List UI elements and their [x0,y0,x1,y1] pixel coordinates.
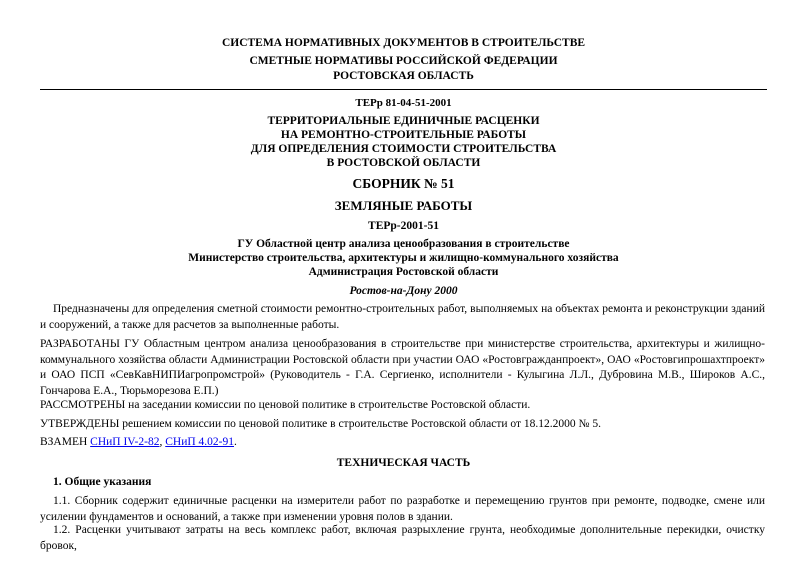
snip-link-iv-2-82[interactable]: СНиП IV-2-82 [90,436,160,448]
technical-part-heading: ТЕХНИЧЕСКАЯ ЧАСТЬ [336,457,471,469]
norms-heading: СМЕТНЫЕ НОРМАТИВЫ РОССИЙСКОЙ ФЕДЕРАЦИИ [249,55,558,67]
document-code: ТЕРр 81-04-51-2001 [355,97,452,109]
org-line-2: Министерство строительства, архитектуры и жилищно-коммунального хозяйства [188,252,619,264]
approved-paragraph: УТВЕРЖДЕНЫ решением комиссии по ценовой политике в строительстве Ростовской области от 18.12.2000 № 5. [40,418,602,430]
org-line-3: Администрация Ростовской области [308,266,499,278]
org-line-1: ГУ Областной центр анализа ценообразования в строительстве [237,238,570,250]
paragraph-1-1: 1.1. Сборник содержит единичные расценки на измерители работ по разработке и перемещению грунтов при ремонте, подводке, смене или усилении фундаментов и оснований, а также при изменении уровня полов в здании. [40,495,765,523]
region-heading: РОСТОВСКАЯ ОБЛАСТЬ [333,70,474,82]
title-line-3: ДЛЯ ОПРЕДЕЛЕНИЯ СТОИМОСТИ СТРОИТЕЛЬСТВА [250,143,557,155]
replaces-paragraph [40,435,765,451]
replaces-suffix: . [234,436,237,448]
replaces-separator: , [159,436,166,448]
system-heading: СИСТЕМА НОРМАТИВНЫХ ДОКУМЕНТОВ В СТРОИТЕЛЬСТВЕ [221,37,586,49]
reviewed-paragraph: РАССМОТРЕНЫ на заседании комиссии по ценовой политике в строительстве Ростовской области. [40,399,531,411]
collection-title: СБОРНИК № 51 [352,176,455,191]
purpose-paragraph: Предназначены для определения сметной стоимости ремонтно-строительных работ, выполняемых на объектах ремонта и реконструкции зданий и сооружений, а также для расчетов за выполненные работы. [40,303,765,331]
title-line-4: В РОСТОВСКОЙ ОБЛАСТИ [326,157,481,169]
place-year: Ростов-на-Дону 2000 [349,285,458,297]
header-divider [40,89,767,90]
replaces-prefix: ВЗАМЕН [40,436,91,448]
title-line-1: ТЕРРИТОРИАЛЬНЫЕ ЕДИНИЧНЫЕ РАСЦЕНКИ [267,115,540,127]
paragraph-1-2: 1.2. Расценки учитывают затраты на весь комплекс работ, включая разрыхление грунта, необходимые дополнительные перекидки, очистку бровок, [40,524,765,552]
subcode: ТЕРр-2001-51 [368,220,439,232]
snip-link-4-02-91[interactable]: СНиП 4.02-91 [165,436,234,448]
developed-paragraph: РАЗРАБОТАНЫ ГУ Областным центром анализа ценообразования в строительстве при министерстве строительства, архитектуры и жилищно-коммунального хозяйства области Администрации Ростовской области при участии ОАО «Ростовгражданпроект», ОАО «Ростовгипрошахтпроект» и ОАО ПСП «СевКавНИПИагропромстрой» (Руководитель - Г.А. Сергиенко, исполнители - Кулыгина Л.Л., Дубровина М.В., Широков А.С., Гончарова Е.А., Тюрьморезова Е.П.) [40,338,765,397]
title-line-2: НА РЕМОНТНО-СТРОИТЕЛЬНЫЕ РАБОТЫ [280,129,527,141]
subject-title: ЗЕМЛЯНЫЕ РАБОТЫ [334,198,473,213]
section-1-heading: 1. Общие указания [53,476,152,488]
